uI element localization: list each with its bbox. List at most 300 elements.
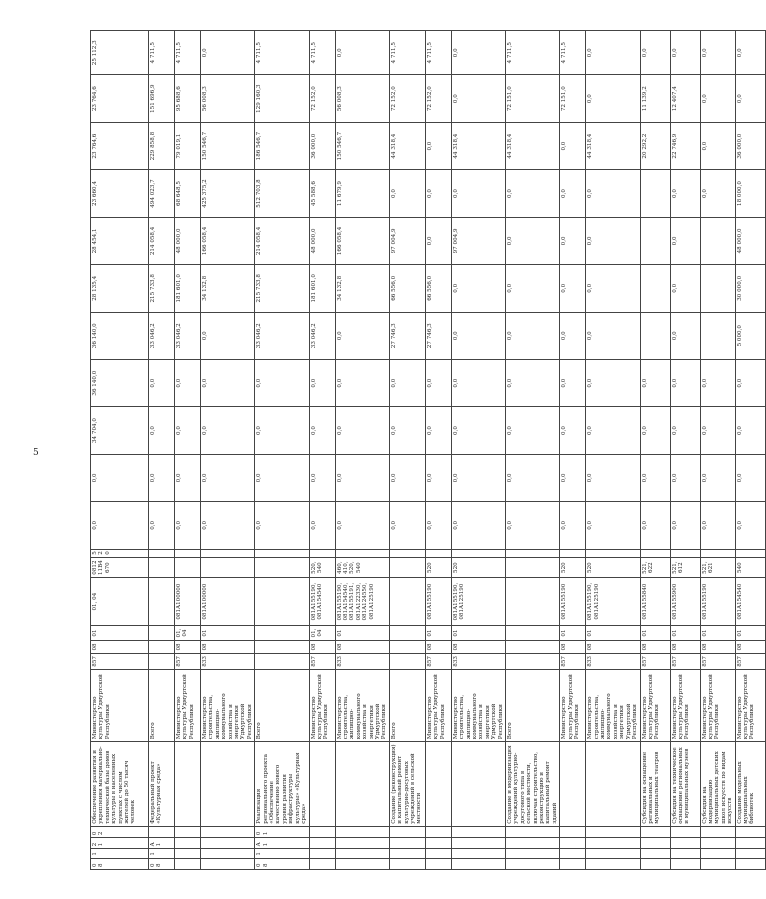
- table-cell: [735, 826, 765, 837]
- table-cell: 01, 04: [175, 625, 201, 640]
- table-cell: 0,0: [451, 265, 505, 312]
- table-cell: [586, 742, 640, 827]
- table-cell: 12 407,4: [670, 75, 700, 122]
- table-cell: [640, 858, 670, 869]
- table-cell: 166 058,4: [201, 217, 255, 264]
- table-cell: 08: [586, 641, 640, 653]
- table-cell: 0,0: [586, 312, 640, 359]
- table-cell: 08: [201, 641, 255, 653]
- table-cell: 0,0: [700, 31, 735, 75]
- table-cell: [149, 549, 175, 557]
- table-cell: Всего: [389, 670, 425, 742]
- table-cell: [149, 578, 175, 625]
- table-cell: 08: [255, 858, 309, 869]
- table-cell: 27 746,3: [389, 312, 425, 359]
- table-cell: [255, 578, 309, 625]
- table-cell: 97 004,9: [389, 217, 425, 264]
- table-cell: 72 152,0: [425, 75, 451, 122]
- table-cell: Министерство строительства, жилищно-коммунального хозяйства и энергетики Удмуртской Республики: [201, 670, 255, 742]
- table-cell: 857: [560, 653, 586, 669]
- table-cell: 0,0: [175, 407, 201, 454]
- table-cell: 01: [640, 625, 670, 640]
- table-cell: 0,0: [91, 502, 149, 549]
- table-row: [670, 31, 700, 870]
- table-cell: [255, 641, 309, 653]
- table-cell: [149, 625, 175, 640]
- table-cell: 79 019,1: [175, 122, 201, 169]
- table-cell: [335, 742, 389, 827]
- table-cell: 4 711,5: [389, 31, 425, 75]
- table-cell: [560, 858, 586, 869]
- table-cell: Создание (реконструкция) и капитальный ремонт культурно-досуговых учреждений в сельской местности: [389, 742, 425, 827]
- table-cell: 72 151,0: [506, 75, 560, 122]
- table-cell: 0,0: [586, 454, 640, 501]
- table-cell: [335, 826, 389, 837]
- table-cell: Министерство культуры Удмуртской Республики: [560, 670, 586, 742]
- table-cell: 28 454,1: [91, 217, 149, 264]
- table-row: [640, 31, 670, 870]
- table-row: [255, 31, 309, 870]
- table-cell: 494 023,7: [149, 170, 175, 217]
- table-cell: 0,0: [506, 502, 560, 549]
- table-cell: Обеспечение развития и укрепления материально-технической базы домов культуры в населенных пунктах с числом жителей до 50 тысяч человек: [91, 742, 149, 827]
- table-cell: [255, 557, 309, 578]
- table-cell: 20 292,2: [640, 122, 670, 169]
- table-cell: Субсидия на оснащение региональных и муниципальных театров: [640, 742, 670, 827]
- table-cell: Министерство строительства, жилищно-коммунального хозяйства и энергетики Удмуртской Республики: [335, 670, 389, 742]
- table-cell: [175, 849, 201, 858]
- table-cell: Министерство культуры Удмуртской Республики: [735, 670, 765, 742]
- table-cell: [389, 858, 425, 869]
- table-cell: 081A155190: [560, 578, 586, 625]
- table-cell: 45 588,6: [309, 170, 335, 217]
- table-cell: 0,0: [670, 31, 700, 75]
- table-cell: 36 000,0: [735, 122, 765, 169]
- table-cell: [451, 838, 505, 849]
- table-cell: 0,0: [640, 359, 670, 406]
- table-cell: 520: [91, 549, 149, 557]
- table-cell: 18 000,0: [735, 170, 765, 217]
- table-row: [91, 31, 149, 870]
- table-cell: [451, 742, 505, 827]
- table-cell: 33 046,2: [255, 312, 309, 359]
- table-cell: 0,0: [586, 31, 640, 75]
- table-cell: 0,0: [506, 265, 560, 312]
- table-cell: 857: [735, 653, 765, 669]
- table-cell: 56 008,3: [201, 75, 255, 122]
- table-cell: [255, 625, 309, 640]
- table-cell: 48 000,0: [735, 217, 765, 264]
- table-cell: Создание модельных муниципальных библиотек: [735, 742, 765, 827]
- table-cell: [201, 858, 255, 869]
- table-cell: 833: [586, 653, 640, 669]
- table-cell: 833: [451, 653, 505, 669]
- table-cell: 0,0: [700, 122, 735, 169]
- table-cell: 0,0: [560, 217, 586, 264]
- table-cell: 081211В4670: [91, 557, 149, 578]
- table-cell: 0,0: [451, 502, 505, 549]
- table-cell: Министерство культуры Удмуртской Республики: [670, 670, 700, 742]
- table-cell: [700, 849, 735, 858]
- table-cell: 229 858,8: [149, 122, 175, 169]
- table-cell: [640, 217, 670, 264]
- table-cell: 0,0: [640, 454, 670, 501]
- table-cell: 0,0: [389, 502, 425, 549]
- table-cell: 129 160,3: [255, 75, 309, 122]
- table-row: [335, 31, 389, 870]
- table-cell: 4 711,5: [175, 31, 201, 75]
- table-cell: 0,0: [425, 454, 451, 501]
- table-cell: [175, 557, 201, 578]
- table-cell: 0,0: [735, 359, 765, 406]
- table-cell: 01: [425, 625, 451, 640]
- table-cell: 186 546,7: [255, 122, 309, 169]
- table-cell: 34 132,8: [335, 265, 389, 312]
- table-cell: 0,0: [451, 170, 505, 217]
- table-cell: [506, 641, 560, 653]
- table-cell: 34 132,8: [201, 265, 255, 312]
- table-cell: [506, 838, 560, 849]
- table-cell: 215 733,8: [149, 265, 175, 312]
- table-cell: [149, 641, 175, 653]
- table-cell: 0,0: [201, 502, 255, 549]
- table-cell: 0,0: [670, 217, 700, 264]
- table-cell: [586, 549, 640, 557]
- table-cell: [175, 826, 201, 837]
- table-cell: 08: [175, 641, 201, 653]
- table-row: [389, 31, 425, 870]
- table-cell: 081A100000: [201, 578, 255, 625]
- table-cell: Субсидия на модернизацию муниципальных детских школ искусств по видам искусств: [700, 742, 735, 827]
- table-cell: [670, 858, 700, 869]
- table-cell: [201, 838, 255, 849]
- table-cell: 97 004,9: [451, 217, 505, 264]
- table-cell: [640, 838, 670, 849]
- table-cell: 72 152,0: [389, 75, 425, 122]
- table-cell: 01: [586, 625, 640, 640]
- table-row: [201, 31, 255, 870]
- table-cell: [560, 838, 586, 849]
- table-cell: 11 679,9: [335, 170, 389, 217]
- table-cell: 0,0: [700, 170, 735, 217]
- table-cell: [506, 557, 560, 578]
- table-cell: [640, 849, 670, 858]
- table-cell: [201, 557, 255, 578]
- table-cell: 01: [560, 625, 586, 640]
- table-row: [309, 31, 335, 870]
- table-cell: [335, 858, 389, 869]
- table-cell: 1: [255, 849, 309, 858]
- table-cell: 1: [91, 849, 149, 858]
- table-cell: 0,0: [335, 454, 389, 501]
- table-cell: 4 711,5: [309, 31, 335, 75]
- table-cell: 081A154540: [735, 578, 765, 625]
- table-cell: 33 046,2: [149, 312, 175, 359]
- table-cell: [175, 549, 201, 557]
- table-cell: [506, 826, 560, 837]
- table-cell: 66 556,0: [425, 265, 451, 312]
- table-cell: 0,0: [255, 454, 309, 501]
- table-cell: 01: [451, 625, 505, 640]
- table-cell: 0,0: [335, 407, 389, 454]
- table-cell: 0,0: [451, 454, 505, 501]
- table-cell: 22 746,9: [670, 122, 700, 169]
- table-cell: 08: [700, 641, 735, 653]
- table-cell: 857: [425, 653, 451, 669]
- table-cell: 0,0: [389, 454, 425, 501]
- table-cell: 0,0: [255, 502, 309, 549]
- table-row: [451, 31, 505, 870]
- table-cell: [640, 265, 670, 312]
- table-cell: [506, 653, 560, 669]
- table-cell: 0,0: [201, 359, 255, 406]
- table-cell: 66 556,0: [389, 265, 425, 312]
- table-cell: 11 139,2: [640, 75, 670, 122]
- table-cell: 0,0: [586, 359, 640, 406]
- table-cell: [175, 858, 201, 869]
- table-cell: 0,0: [700, 502, 735, 549]
- table-cell: 0,0: [586, 502, 640, 549]
- table-cell: 0,0: [149, 359, 175, 406]
- table-cell: 36 140,0: [91, 312, 149, 359]
- table-cell: [640, 312, 670, 359]
- table-row: [700, 31, 735, 870]
- table-cell: 01, 04: [309, 625, 335, 640]
- table-cell: 0,0: [425, 359, 451, 406]
- table-cell: [451, 826, 505, 837]
- table-cell: 0,0: [309, 454, 335, 501]
- table-cell: 0,0: [506, 312, 560, 359]
- table-cell: 0,0: [389, 407, 425, 454]
- table-cell: [149, 653, 175, 669]
- table-cell: [309, 849, 335, 858]
- table-cell: [425, 849, 451, 858]
- table-cell: 01: [91, 625, 149, 640]
- table-cell: 23 660,4: [91, 170, 149, 217]
- table-cell: 01, 04: [91, 578, 149, 625]
- table-cell: 72 151,0: [560, 75, 586, 122]
- table-row: [560, 31, 586, 870]
- table-cell: [425, 858, 451, 869]
- table-cell: [389, 557, 425, 578]
- table-cell: 0,0: [670, 454, 700, 501]
- table-cell: 0,0: [586, 75, 640, 122]
- table-cell: [451, 549, 505, 557]
- table-cell: 0,0: [91, 454, 149, 501]
- table-cell: 0,0: [389, 170, 425, 217]
- table-cell: 23 764,6: [91, 75, 149, 122]
- table-cell: 36 140,0: [91, 359, 149, 406]
- table-cell: 4 711,5: [425, 31, 451, 75]
- table-cell: Министерство строительства, жилищно-коммунального хозяйства и энергетики Удмуртской Республики: [586, 670, 640, 742]
- table-cell: 01: [255, 826, 309, 837]
- table-cell: Министерство культуры Удмуртской Республики: [91, 670, 149, 742]
- table-cell: 0,0: [175, 454, 201, 501]
- table-cell: 081A155190: [700, 578, 735, 625]
- table-cell: 0,0: [670, 265, 700, 312]
- table-cell: Субсидия на техническое оснащение региональных и муниципальных музеев: [670, 742, 700, 827]
- table-cell: 33 046,2: [309, 312, 335, 359]
- table-cell: 520: [560, 557, 586, 578]
- table-cell: 520, 540: [309, 557, 335, 578]
- table-cell: 0,0: [670, 312, 700, 359]
- table-cell: [175, 742, 201, 827]
- table-cell: 0,0: [309, 502, 335, 549]
- table-cell: [506, 849, 560, 858]
- table-cell: [735, 849, 765, 858]
- table-cell: 081A155190, 081A125190: [586, 578, 640, 625]
- page-number: 5: [33, 448, 39, 458]
- table-cell: 08: [425, 641, 451, 653]
- table-cell: 214 058,4: [149, 217, 175, 264]
- table-cell: Министерство культуры Удмуртской Республики: [425, 670, 451, 742]
- table-cell: 48 000,0: [309, 217, 335, 264]
- table-cell: 0,0: [735, 407, 765, 454]
- table-cell: 34 704,0: [91, 407, 149, 454]
- table-cell: 25 112,3: [91, 31, 149, 75]
- table-cell: 0,0: [425, 170, 451, 217]
- table-cell: 5 000,0: [735, 312, 765, 359]
- table-cell: 0,0: [335, 359, 389, 406]
- table-cell: [700, 549, 735, 557]
- table-cell: 081A155840: [640, 578, 670, 625]
- table-cell: 081A100000: [175, 578, 201, 625]
- table-cell: [425, 742, 451, 827]
- table-cell: 0,0: [735, 454, 765, 501]
- table-cell: 0,0: [506, 454, 560, 501]
- table-cell: 0,0: [640, 31, 670, 75]
- table-cell: 95 688,6: [175, 75, 201, 122]
- table-cell: 0,0: [700, 454, 735, 501]
- table-cell: [175, 838, 201, 849]
- table-cell: 521, 612: [670, 557, 700, 578]
- table-cell: Всего: [506, 670, 560, 742]
- budget-table: [90, 30, 766, 870]
- table-cell: 08: [91, 858, 149, 869]
- table-cell: [586, 849, 640, 858]
- table-cell: 521, 622: [640, 557, 670, 578]
- table-cell: 21: [91, 838, 149, 849]
- table-cell: 08: [309, 641, 335, 653]
- table-cell: 0,0: [560, 502, 586, 549]
- table-cell: [586, 838, 640, 849]
- table-cell: [255, 549, 309, 557]
- table-cell: 02: [91, 826, 149, 837]
- table-cell: 0,0: [560, 407, 586, 454]
- table-cell: 44 318,4: [451, 122, 505, 169]
- table-cell: 0,0: [586, 217, 640, 264]
- table-cell: 08: [735, 641, 765, 653]
- table-cell: 833: [201, 653, 255, 669]
- table-cell: 181 601,0: [175, 265, 201, 312]
- table-cell: Министерство культуры Удмуртской Республики: [640, 670, 670, 742]
- table-cell: 27 746,3: [425, 312, 451, 359]
- table-cell: [670, 849, 700, 858]
- table-cell: 08: [149, 858, 175, 869]
- table-cell: 081A155190, 081A154540: [309, 578, 335, 625]
- table-cell: 081A155190: [425, 578, 451, 625]
- table-cell: 0,0: [309, 407, 335, 454]
- table-cell: 0,0: [451, 31, 505, 75]
- table-cell: 0,0: [201, 454, 255, 501]
- table-cell: [560, 826, 586, 837]
- table-cell: 0,0: [201, 407, 255, 454]
- table-cell: 0,0: [670, 502, 700, 549]
- table-cell: [560, 742, 586, 827]
- table-cell: 0,0: [506, 217, 560, 264]
- table-cell: 520: [586, 557, 640, 578]
- table-cell: A1: [255, 838, 309, 849]
- table-cell: [506, 549, 560, 557]
- table-cell: 08: [560, 641, 586, 653]
- table-cell: 0,0: [586, 407, 640, 454]
- table-cell: [640, 549, 670, 557]
- table-cell: 0,0: [560, 359, 586, 406]
- table-cell: 44 318,4: [586, 122, 640, 169]
- table-cell: 0,0: [451, 75, 505, 122]
- table-cell: Создание и модернизация учреждений культурно-досугового типа в сельской местности, включая строительство, реконструкцию и капитальный ремонт зданий: [506, 742, 560, 827]
- table-cell: [425, 826, 451, 837]
- table-cell: [309, 858, 335, 869]
- table-cell: 08: [451, 641, 505, 653]
- table-cell: 0,0: [201, 31, 255, 75]
- table-cell: [389, 826, 425, 837]
- table-cell: 857: [700, 653, 735, 669]
- table-cell: [149, 826, 175, 837]
- table-cell: 0,0: [640, 407, 670, 454]
- table-cell: [389, 625, 425, 640]
- table-cell: [389, 838, 425, 849]
- table-cell: Министерство культуры Удмуртской Республики: [700, 670, 735, 742]
- table-cell: 0,0: [175, 502, 201, 549]
- table-cell: 0,0: [700, 75, 735, 122]
- table-cell: 23 764,6: [91, 122, 149, 169]
- table-cell: 081A155190, 081A154540, 081A155191, 081A122330, 081A124550, 081A125190: [335, 578, 389, 625]
- table-cell: 0,0: [175, 359, 201, 406]
- table-cell: [700, 858, 735, 869]
- table-cell: [506, 578, 560, 625]
- table-cell: 0,0: [335, 502, 389, 549]
- table-cell: 0,0: [560, 454, 586, 501]
- table-cell: 0,0: [201, 312, 255, 359]
- table-cell: [586, 826, 640, 837]
- table-cell: 44 318,4: [389, 122, 425, 169]
- table-cell: 081A155190, 081A125190: [451, 578, 505, 625]
- table-cell: Министерство культуры Удмуртской Республики: [175, 670, 201, 742]
- table-cell: [700, 265, 735, 312]
- table-cell: 0,0: [506, 407, 560, 454]
- table-cell: [255, 653, 309, 669]
- table-cell: 0,0: [451, 359, 505, 406]
- table-cell: 36 000,0: [309, 122, 335, 169]
- table-cell: [149, 557, 175, 578]
- table-cell: 0,0: [560, 312, 586, 359]
- rotated-page: [90, 30, 756, 870]
- table-cell: [389, 578, 425, 625]
- table-cell: 181 601,0: [309, 265, 335, 312]
- table-cell: [201, 849, 255, 858]
- table-cell: [640, 170, 670, 217]
- table-cell: 56 008,3: [335, 75, 389, 122]
- table-cell: [700, 312, 735, 359]
- table-cell: 0,0: [506, 170, 560, 217]
- table-cell: Министерство культуры Удмуртской Республики: [309, 670, 335, 742]
- table-cell: [425, 838, 451, 849]
- table-cell: 01: [201, 625, 255, 640]
- table-cell: 857: [670, 653, 700, 669]
- table-cell: 215 733,8: [255, 265, 309, 312]
- table-cell: [700, 838, 735, 849]
